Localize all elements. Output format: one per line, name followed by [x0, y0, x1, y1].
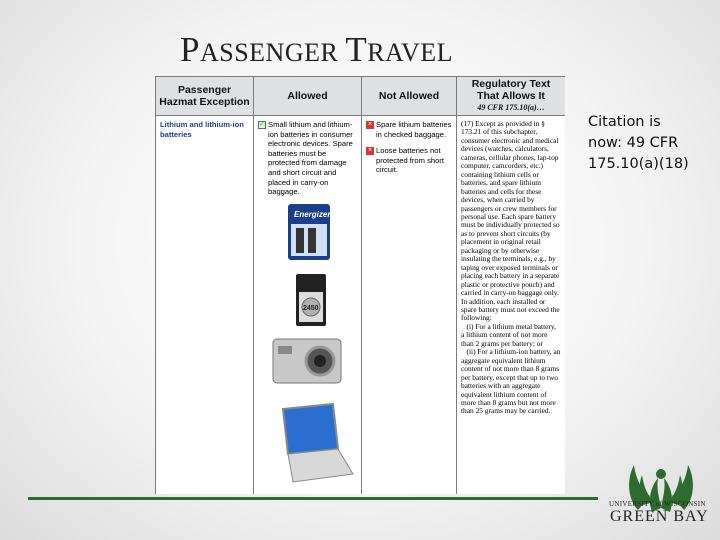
header-not-allowed: Not Allowed — [362, 77, 457, 116]
not-allowed-item: × Spare lithium batteries in checked baggage. — [367, 120, 452, 139]
checkmark-icon: ✓ — [259, 121, 265, 128]
citation-note: Citation is now: 49 CFR 175.10(a)(18) — [588, 114, 689, 172]
device-illustrations — [258, 204, 358, 494]
coin-battery-pack-icon — [296, 274, 326, 326]
x-mark-icon: × — [367, 121, 373, 128]
energizer-battery-pack-icon — [288, 204, 331, 260]
slide-title: PASSENGER TRAVEL — [180, 30, 454, 69]
allowed-item: ✓ Small lithium and lithium-ion batteries in consumer electronic devices. Spare batteries must be protected from damage and short circuit and placed in carry-on baggage. — [259, 120, 353, 197]
regulatory-text: (17) Except as provided in § 173.21 of this subchapter, consumer electronic and medical devices (watches, calculators, cameras, cellular phones, lap-top computer, camcorders, etc.) containing lithium cells or batteries, and spare lithium batteries and cells for these devices, when carried by passengers or crew members for personal use. Each spare battery must be individually protected so as to prevent short circuits (by placement in original retail packaging or by otherwise insulating the terminals, e.g., by taping over exposed terminals or placing each battery in a separate plastic or protective pouch) and carried in carry-on baggage only. In addition, each installed or spare battery must not exceed the following: (i) For a lithium metal battery, a lithium content of not more than 2 grams per battery; or (ii) For a lithium-ion battery, an aggregate equivalent lithium content of not more than 8 grams per battery, except that up to two batteries with an aggregate equivalent lithium content of more than 8 grams but not more than 25 grams may be carried. — [461, 119, 561, 416]
not-allowed-item: × Loose batteries not protected from short circuit. — [367, 146, 444, 175]
camera-icon — [273, 339, 341, 383]
svg-text:Energizer: Energizer — [294, 209, 331, 219]
regulation-table-image — [155, 76, 565, 494]
footer-rule — [28, 497, 598, 500]
campus-name: GREEN BAY — [610, 508, 709, 525]
x-mark-icon: × — [367, 147, 373, 155]
header-allowed: Allowed — [254, 77, 362, 116]
regulation-table — [155, 76, 565, 494]
university-name: UNIVERSITY of WISCONSIN — [609, 500, 706, 508]
svg-text:2450: 2450 — [303, 304, 319, 312]
laptop-icon — [283, 404, 353, 482]
device-images — [258, 204, 357, 494]
hazmat-name: Lithium and lithium-ion batteries — [160, 120, 244, 139]
header-hazmat: Passenger Hazmat Exception — [156, 77, 254, 116]
header-regulatory: Regulatory Text That Allows It 49 CFR 175.10(a)… — [457, 77, 566, 116]
